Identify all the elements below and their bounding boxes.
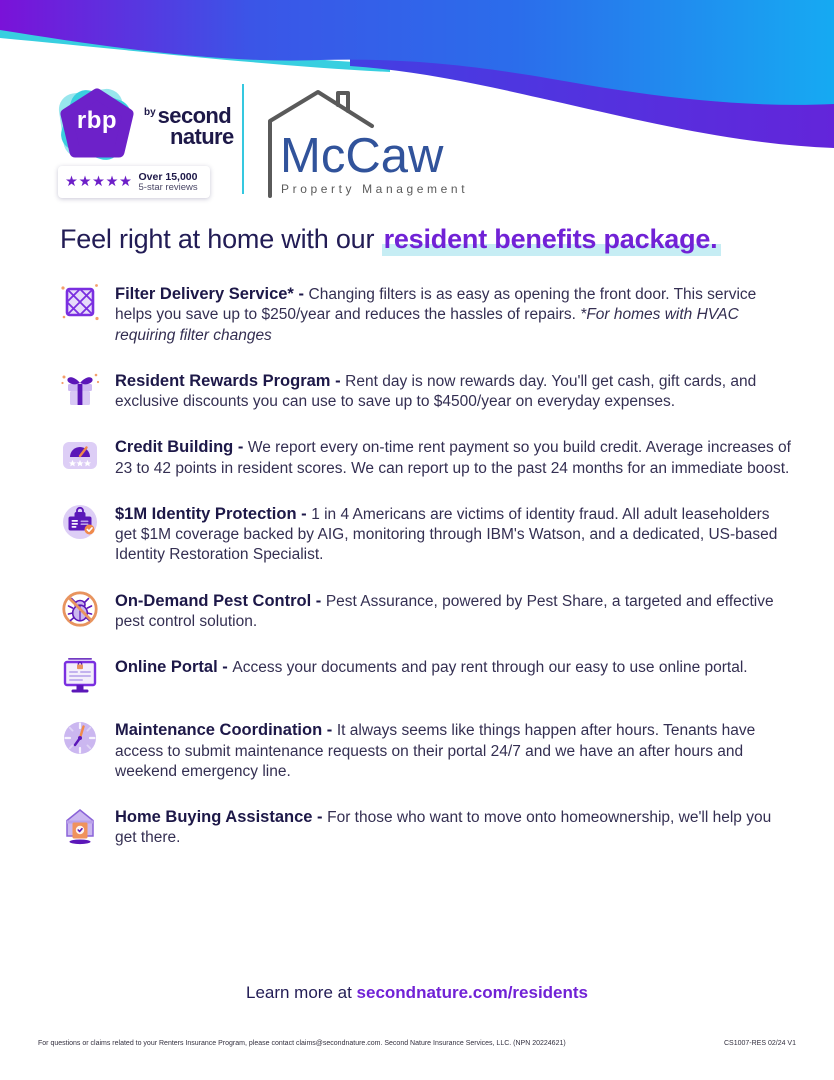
reviews-badge (58, 166, 210, 198)
doc-code: CS1007-RES 02/24 V1 (724, 1040, 796, 1047)
benefit-title: $1M Identity Protection - (115, 504, 312, 523)
learn-more-prefix: Learn more at (245, 983, 357, 1002)
clock-icon (60, 718, 100, 758)
reviews-caption: 5-star reviews (138, 181, 198, 193)
fine-print-left: For questions or claims related to your Renters Insurance Program, please contact claims@secondnature.com. Second Nature Insurance Services, LLC. (NPN 20224621) (38, 1040, 566, 1047)
mccaw-logo (260, 84, 492, 199)
title-highlight: resident benefits package. (382, 224, 722, 256)
page-title (60, 224, 721, 255)
benefit-title: On-Demand Pest Control - (115, 591, 326, 610)
benefit-text (115, 284, 792, 346)
benefit-body: Rent day is now rewards day. You'll get cash, gift cards, and exclusive discounts you can use to save up to $4500/year on everyday expenses. (115, 372, 757, 411)
five-stars-icon: ★★★★★ (65, 174, 133, 190)
second-nature-wordmark: $^{by}$second nature (144, 103, 234, 149)
secondnature-residents-link[interactable]: secondnature.com/residents (356, 983, 589, 1002)
rbp-second-nature-logo (58, 84, 234, 198)
benefits-list (60, 282, 792, 871)
benefit-row-pest (60, 589, 792, 633)
benefit-row-portal (60, 655, 792, 695)
benefit-body: 1 in 4 Americans are victims of identity fraud. All adult leaseholders get $1M coverage backed by AIG, monitoring through IBM's Watson, and a dedicated, US-based Identity Restoration Specialist. (115, 505, 778, 564)
benefit-row-rewards (60, 369, 792, 413)
benefit-body: We report every on-time rent payment so you build credit. Average increases of 23 to 42 points in resident scores. We can report up to the past 24 months for an immediate boost. (115, 439, 791, 477)
gift-box-icon (60, 369, 100, 409)
no-pest-icon (60, 589, 100, 629)
benefit-title: Home Buying Assistance - (115, 807, 328, 826)
benefit-text (115, 657, 748, 678)
title-prefix: Feel right at home with our (60, 224, 382, 254)
benefit-row-filter (60, 282, 792, 346)
benefit-text (115, 720, 792, 782)
benefit-body: For those who want to move onto homeownership, we'll help you get there. (115, 808, 772, 847)
benefit-body: Access your documents and pay rent through our easy to use online portal. (232, 659, 748, 677)
benefit-text (115, 437, 792, 479)
benefit-text (115, 807, 792, 849)
benefit-title: Maintenance Coordination - (115, 721, 337, 740)
benefit-title: Filter Delivery Service* - (115, 285, 309, 303)
benefit-footnote: *For homes with HVAC requiring filter changes (115, 306, 739, 344)
mccaw-tagline: Property Management (281, 182, 469, 196)
benefit-title: Credit Building - (115, 438, 248, 457)
reviews-count: Over 15,000 (138, 170, 198, 183)
benefit-row-credit (60, 435, 792, 479)
credit-score-gauge-icon (60, 435, 100, 475)
fine-print (38, 1040, 796, 1047)
benefit-body: It always seems like things happen after hours. Tenants have access to submit maintenance requests on their portal 24/7 and we have an after hours and weekend emergency line. (115, 722, 756, 780)
air-filter-icon (60, 282, 100, 322)
logo-row (58, 84, 492, 199)
benefit-title: Online Portal - (115, 658, 233, 677)
logo-divider (242, 84, 244, 194)
benefit-title: Resident Rewards Program - (115, 371, 346, 390)
benefit-text (115, 504, 792, 566)
benefit-text (115, 591, 792, 633)
home-check-icon (60, 805, 100, 845)
benefit-row-maintenance (60, 718, 792, 782)
learn-more-line (0, 983, 834, 1003)
online-portal-monitor-icon (60, 655, 100, 695)
identity-protection-icon (60, 502, 100, 542)
rbp-logo-mark (58, 85, 136, 163)
benefit-body: Changing filters is as easy as opening the front door. This service helps you save up to $250/year and reduces the hassles of repairs. (115, 286, 757, 324)
benefit-row-homebuying (60, 805, 792, 849)
benefit-body: Pest Assurance, powered by Pest Share, a targeted and effective pest control solution. (115, 592, 774, 631)
rbp-wordmark: rbp (76, 107, 118, 134)
benefit-row-identity (60, 502, 792, 566)
mccaw-name: McCaw (280, 129, 444, 183)
benefit-text (115, 371, 792, 413)
